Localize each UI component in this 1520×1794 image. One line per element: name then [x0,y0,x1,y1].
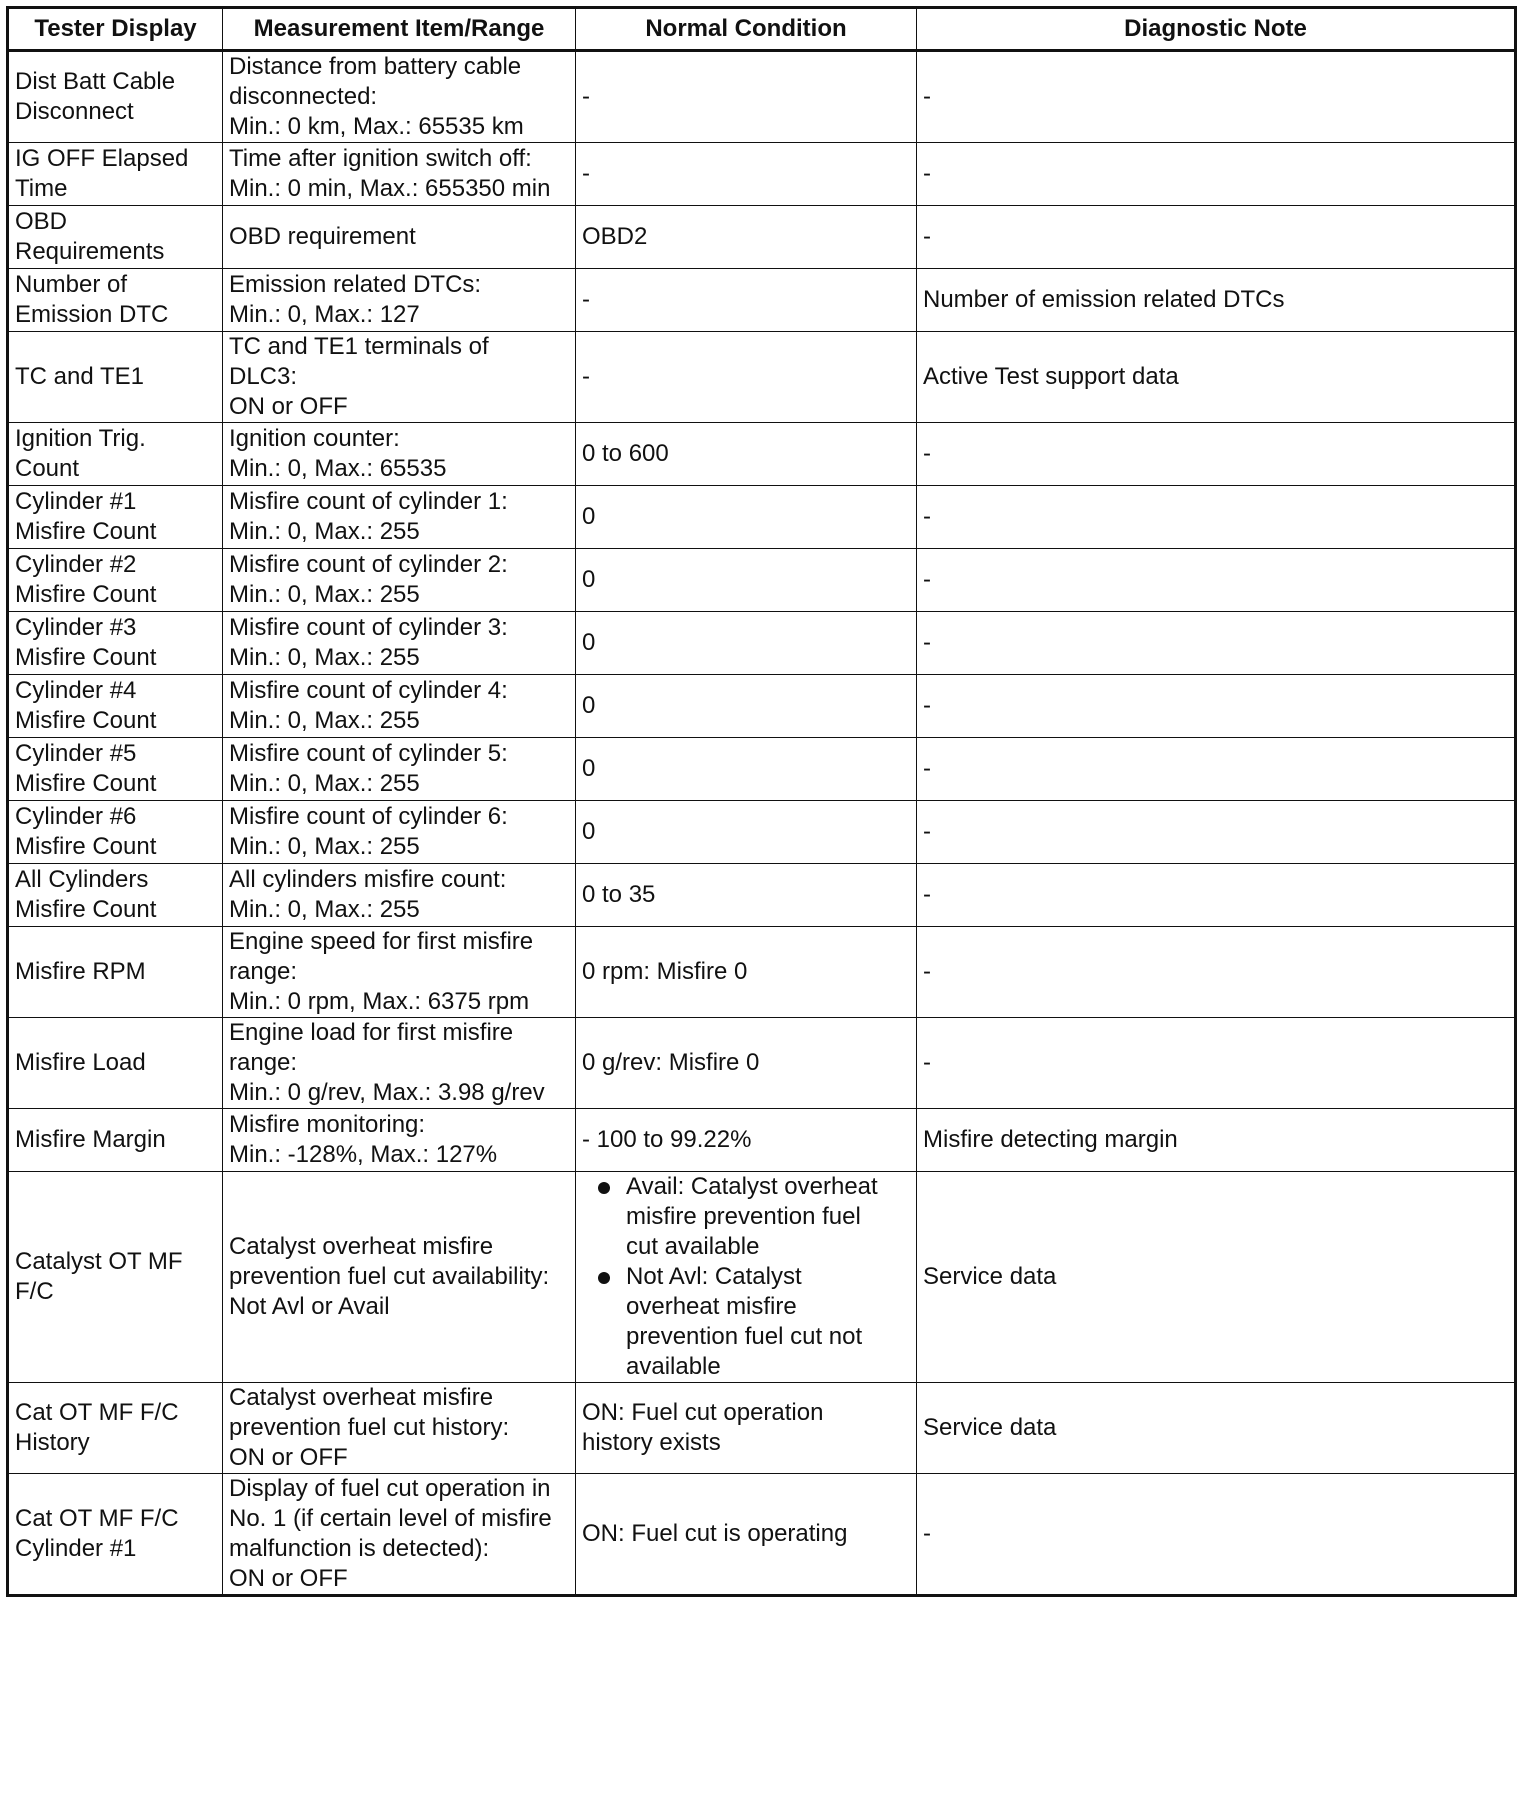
list-item [582,1262,910,1382]
measurement-item-cell-text: Catalyst overheat misfire prevention fuel cut availability: Not Avl or Avail [229,1233,550,1320]
tester-display-cell [8,927,223,1018]
tester-display-cell [8,51,223,143]
normal-condition-cell [576,332,917,423]
diagnostic-note-cell-text: - [923,566,931,593]
table-row [8,423,1516,486]
normal-condition-cell [576,549,917,612]
normal-condition-cell [576,675,917,738]
measurement-item-cell-text: Misfire count of cylinder 6: Min.: 0, Max.: 255 [229,803,508,860]
tester-display-cell-text: TC and TE1 [15,363,144,390]
normal-condition-cell [576,423,917,486]
diagnostic-note-cell-text: - [923,83,931,110]
measurement-item-cell-text: Engine speed for first misfire range: Min.: 0 rpm, Max.: 6375 rpm [229,928,534,1015]
table-row [8,738,1516,801]
tester-display-cell [8,423,223,486]
diagnostic-note-cell-text: Service data [923,1263,1057,1290]
diagnostic-note-cell-text: - [923,160,931,187]
table-row [8,612,1516,675]
measurement-item-cell [223,143,576,206]
diagnostic-note-cell-text: Misfire detecting margin [923,1126,1178,1153]
measurement-item-cell [223,1018,576,1109]
normal-condition-cell-text: ON: Fuel cut operation history exists [582,1399,824,1456]
tester-display-cell-text: Cat OT MF F/C History [15,1399,179,1456]
tester-display-cell [8,1172,223,1383]
diagnostic-note-cell [917,486,1516,549]
measurement-item-cell-text: All cylinders misfire count: Min.: 0, Max.: 255 [229,866,507,923]
tester-display-cell-text: Cylinder #5 Misfire Count [15,740,157,797]
tester-display-cell [8,864,223,927]
diagnostic-note-cell [917,1383,1516,1474]
normal-condition-cell-text: 0 [582,755,596,782]
normal-condition-cell [576,1018,917,1109]
tester-display-cell [8,1018,223,1109]
table-row [8,675,1516,738]
table-row [8,1474,1516,1596]
diagnostic-note-cell [917,675,1516,738]
normal-condition-cell [576,1109,917,1172]
table-row [8,143,1516,206]
diagnostic-note-cell-text: Number of emission related DTCs [923,286,1285,313]
diagnostic-note-cell [917,1018,1516,1109]
normal-condition-cell-text: 0 [582,629,596,656]
header-measurement-item: Measurement Item/Range [223,8,576,51]
measurement-item-cell [223,738,576,801]
tester-display-cell-text: Cylinder #2 Misfire Count [15,551,157,608]
measurement-item-cell [223,549,576,612]
tester-display-cell [8,1474,223,1596]
diagnostic-note-cell [917,1172,1516,1383]
table-row [8,206,1516,269]
normal-condition-cell [576,269,917,332]
table-row [8,549,1516,612]
tester-display-cell-text: Cylinder #1 Misfire Count [15,488,157,545]
tester-display-cell [8,1383,223,1474]
normal-condition-cell-text: 0 g/rev: Misfire 0 [582,1049,760,1076]
measurement-item-cell-text: Distance from battery cable disconnected: Min.: 0 km, Max.: 65535 km [229,53,524,140]
table-row [8,486,1516,549]
normal-condition-cell-text: 0 [582,566,596,593]
normal-condition-cell [576,864,917,927]
tester-display-cell [8,549,223,612]
measurement-item-cell-text: Misfire count of cylinder 3: Min.: 0, Max.: 255 [229,614,508,671]
table-row [8,332,1516,423]
measurement-item-cell [223,1109,576,1172]
header-normal-condition: Normal Condition [576,8,917,51]
diagnostic-note-cell-text: Service data [923,1414,1057,1441]
diagnostic-note-cell [917,1474,1516,1596]
tester-display-cell-text: Misfire RPM [15,958,146,985]
tester-display-cell [8,143,223,206]
tester-display-cell-text: IG OFF Elapsed Time [15,145,189,202]
measurement-item-cell-text: Engine load for first misfire range: Min.: 0 g/rev, Max.: 3.98 g/rev [229,1019,545,1106]
table-row [8,1383,1516,1474]
tester-display-cell [8,675,223,738]
measurement-item-cell [223,864,576,927]
tester-display-cell-text: Ignition Trig. Count [15,425,146,482]
tester-display-cell-text: Cat OT MF F/C Cylinder #1 [15,1505,179,1562]
measurement-item-cell [223,675,576,738]
measurement-item-cell [223,612,576,675]
tester-display-cell [8,612,223,675]
measurement-item-cell [223,423,576,486]
header-diagnostic-note: Diagnostic Note [917,8,1516,51]
tester-display-cell-text: Misfire Margin [15,1126,166,1153]
tester-display-cell [8,332,223,423]
tester-display-cell-text: Dist Batt Cable Disconnect [15,68,176,125]
diagnostic-note-cell-text: - [923,755,931,782]
diagnostic-note-cell-text: - [923,1049,931,1076]
diagnostic-note-cell [917,738,1516,801]
tester-display-cell-text: Misfire Load [15,1049,146,1076]
diagnostic-note-cell [917,612,1516,675]
measurement-item-cell [223,486,576,549]
list-item-text: Avail: Catalyst overheat misfire prevention fuel cut available [626,1173,878,1260]
measurement-item-cell-text: TC and TE1 terminals of DLC3: ON or OFF [229,333,489,420]
table-row [8,1018,1516,1109]
measurement-item-cell-text: Misfire count of cylinder 2: Min.: 0, Max.: 255 [229,551,508,608]
normal-condition-cell [576,738,917,801]
diagnostic-note-cell [917,801,1516,864]
diagnostic-note-cell-text: - [923,1520,931,1547]
measurement-item-cell [223,927,576,1018]
diagnostic-note-cell [917,143,1516,206]
measurement-item-cell-text: Misfire count of cylinder 1: Min.: 0, Max.: 255 [229,488,508,545]
measurement-item-cell [223,1383,576,1474]
diagnostic-note-cell [917,549,1516,612]
tester-display-cell [8,269,223,332]
normal-condition-cell-text: 0 to 35 [582,881,656,908]
measurement-item-cell [223,1474,576,1596]
table-row [8,927,1516,1018]
normal-condition-cell-text: - [582,286,590,313]
tester-display-cell-text: Catalyst OT MF F/C [15,1248,183,1305]
tester-display-cell-text: Number of Emission DTC [15,271,169,328]
normal-condition-cell [576,206,917,269]
measurement-item-cell-text: Emission related DTCs: Min.: 0, Max.: 127 [229,271,482,328]
tester-display-cell-text: Cylinder #6 Misfire Count [15,803,157,860]
table-row [8,51,1516,143]
diagnostic-note-cell [917,927,1516,1018]
normal-condition-cell-text: - [582,83,590,110]
measurement-item-cell-text: Misfire monitoring: Min.: -128%, Max.: 127% [229,1111,498,1168]
diagnostic-note-cell-text: - [923,629,931,656]
normal-condition-cell [576,1383,917,1474]
measurement-item-cell-text: Ignition counter: Min.: 0, Max.: 65535 [229,425,447,482]
tester-data-table [6,6,1517,1597]
measurement-item-cell-text: Misfire count of cylinder 5: Min.: 0, Max.: 255 [229,740,508,797]
diagnostic-note-cell [917,269,1516,332]
normal-condition-cell-text: 0 to 600 [582,440,669,467]
table-row [8,864,1516,927]
tester-display-cell [8,206,223,269]
normal-condition-cell [576,1172,917,1383]
tester-display-cell [8,801,223,864]
diagnostic-note-cell [917,864,1516,927]
table-row [8,1172,1516,1383]
list-item-text: Not Avl: Catalyst overheat misfire prevention fuel cut not available [626,1263,863,1380]
diagnostic-note-cell-text: - [923,440,931,467]
normal-condition-list [582,1172,910,1382]
list-item [582,1172,910,1262]
tester-display-cell [8,1109,223,1172]
measurement-item-cell [223,269,576,332]
table-row [8,1109,1516,1172]
tester-display-cell [8,486,223,549]
header-tester-display: Tester Display [8,8,223,51]
diagnostic-note-cell-text: Active Test support data [923,363,1179,390]
normal-condition-cell-text: OBD2 [582,223,648,250]
diagnostic-note-cell-text: - [923,223,931,250]
measurement-item-cell-text: Time after ignition switch off: Min.: 0 min, Max.: 655350 min [229,145,551,202]
normal-condition-cell-text: - 100 to 99.22% [582,1126,752,1153]
tester-display-cell-text: All Cylinders Misfire Count [15,866,157,923]
table-header-row [8,8,1516,51]
tester-display-cell [8,738,223,801]
normal-condition-cell [576,486,917,549]
diagnostic-note-cell [917,332,1516,423]
tester-display-cell-text: Cylinder #4 Misfire Count [15,677,157,734]
diagnostic-note-cell-text: - [923,818,931,845]
normal-condition-cell [576,143,917,206]
normal-condition-cell-text: 0 rpm: Misfire 0 [582,958,748,985]
normal-condition-cell-text: ON: Fuel cut is operating [582,1520,848,1547]
diagnostic-note-cell-text: - [923,503,931,530]
normal-condition-cell [576,51,917,143]
diagnostic-note-cell [917,423,1516,486]
diagnostic-note-cell [917,206,1516,269]
normal-condition-cell-text: - [582,160,590,187]
table-row [8,269,1516,332]
normal-condition-cell [576,1474,917,1596]
diagnostic-note-cell [917,51,1516,143]
normal-condition-cell-text: 0 [582,818,596,845]
normal-condition-cell-text: 0 [582,503,596,530]
table-body [8,51,1516,1596]
normal-condition-cell-text: 0 [582,692,596,719]
measurement-item-cell [223,206,576,269]
table-row [8,801,1516,864]
normal-condition-cell-text: - [582,363,590,390]
measurement-item-cell [223,51,576,143]
normal-condition-cell [576,927,917,1018]
measurement-item-cell [223,332,576,423]
diagnostic-note-cell-text: - [923,692,931,719]
normal-condition-cell [576,612,917,675]
measurement-item-cell [223,1172,576,1383]
measurement-item-cell [223,801,576,864]
tester-display-cell-text: Cylinder #3 Misfire Count [15,614,157,671]
measurement-item-cell-text: Catalyst overheat misfire prevention fuel cut history: ON or OFF [229,1384,510,1471]
tester-display-cell-text: OBD Requirements [15,208,165,265]
diagnostic-note-cell [917,1109,1516,1172]
diagnostic-note-cell-text: - [923,958,931,985]
measurement-item-cell-text: OBD requirement [229,223,416,250]
normal-condition-cell [576,801,917,864]
measurement-item-cell-text: Misfire count of cylinder 4: Min.: 0, Max.: 255 [229,677,508,734]
measurement-item-cell-text: Display of fuel cut operation in No. 1 (if certain level of misfire malfunction is detected): ON or OFF [229,1475,552,1592]
diagnostic-note-cell-text: - [923,881,931,908]
